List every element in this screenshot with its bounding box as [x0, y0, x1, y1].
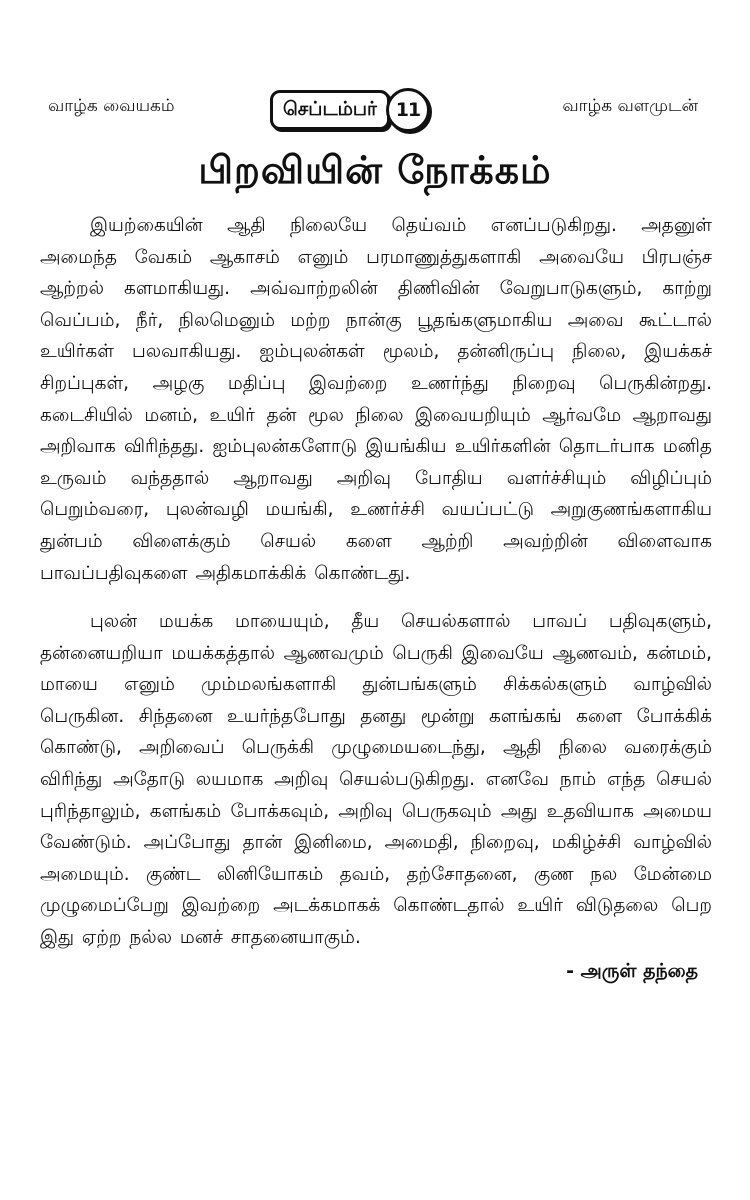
date-month: செப்டம்பர்	[270, 90, 390, 130]
paragraph-1-text: இயற்கையின் ஆதி நிலையே தெய்வம் எனப்படுகிறது. அதனுள் அமைந்த வேகம் ஆகாசம் எனும் பரமாணுத்துகளாகி அவையே பிரபஞ்ச ஆற்றல் களமாகியது. அவ்வாற்றலின் திணிவின் வேறுபாடுகளும், காற்று வெப்பம், நீர், நிலமெனும் மற்ற நான்கு பூதங்களுமாகிய அவை கூட்டால் உயிர்கள் பலவாகியது. ஐம்புலன்கள் மூலம், தன்னிருப்பு நிலை, இயக்கச் சிறப்புகள், அழகு மதிப்பு இவற்றை உணர்ந்து நிறைவு பெருகின்றது. கடைசியில் மனம், உயிர் தன் மூல நிலை இவையறியும் ஆர்வமே ஆறாவது அறிவாக விரிந்தது. ஐம்புலன்களோடு இயங்கிய உயிர்களின் தொடர்பாக மனித உருவம் வந்ததால் ஆறாவது அறிவு போதிய வளர்ச்சியும் விழிப்பும் பெறும்வரை, புலன்வழி மயங்கி, உணர்ச்சி வயப்பட்டு அறுகுணங்களாகிய துன்பம் விளைக்கும் செயல் களை ஆற்றி அவற்றின் விளைவாக பாவப்பதிவுகளை அதிகமாக்கிக் கொண்டது.	[40, 215, 712, 584]
page-title: பிறவியின் நோக்கம்	[198, 148, 552, 192]
paragraph-2-text: புலன் மயக்க மாயையும், தீய செயல்களால் பாவப் பதிவுகளும், தன்னையறியா மயக்கத்தால் ஆணவமும் பெருகி இவையே ஆணவம், கன்மம், மாயை எனும் மும்மலங்களாகி துன்பங்களும் சிக்கல்களும் வாழ்வில் பெருகின. சிந்தனை உயர்ந்தபோது தனது மூன்று களங்கங் களை போக்கிக் கொண்டு, அறிவைப் பெருக்கி முழுமையடைந்து, ஆதி நிலை வரைக்கும் விரிந்து அதோடு லயமாக அறிவு செயல்படுகிறது. எனவே நாம் எந்த செயல் புரிந்தாலும், களங்கம் போக்கவும், அறிவு பெருகவும் அது உதவியாக அமைய வேண்டும். அப்போது தான் இனிமை, அமைதி, நிறைவு, மகிழ்ச்சி வாழ்வில் அமையும். குண்ட லினியோகம் தவம், தற்சோதனை, குண நல மேன்மை முழுமைப்பேறு இவற்றை அடக்கமாகக் கொண்டதால் உயிர் விடுதலை பெற இது ஏற்ற நல்ல மனச் சாதனையாகும்.	[40, 611, 712, 948]
paragraph-1	[40, 210, 712, 589]
date-badge	[270, 88, 430, 132]
signature: - அருள் தந்தை	[566, 960, 698, 982]
header-greeting-left: வாழ்க வையகம்	[48, 96, 175, 116]
page-header	[0, 88, 750, 148]
date-day: 11	[386, 88, 430, 132]
header-greeting-right: வாழ்க வளமுடன்	[562, 96, 698, 116]
paragraph-2	[40, 606, 712, 954]
